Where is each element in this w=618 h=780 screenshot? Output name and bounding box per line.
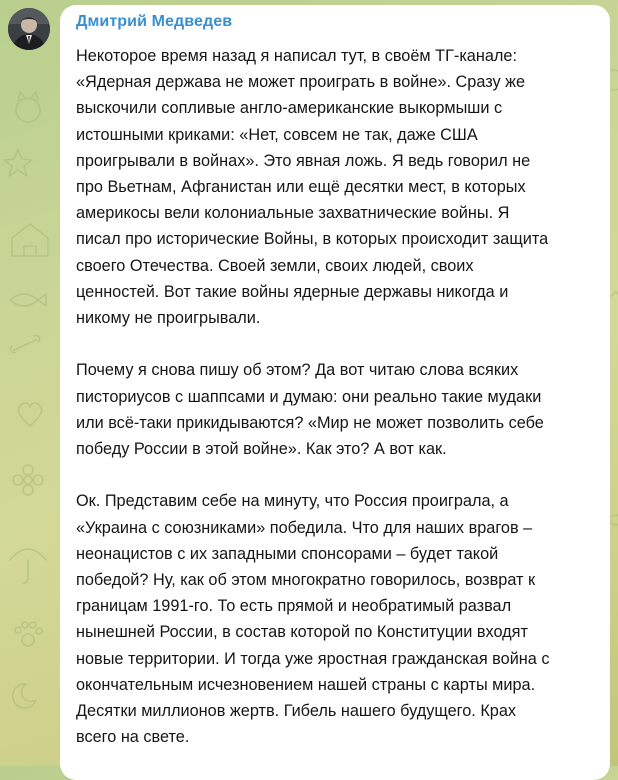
message-line: писал про исторические Войны, в которых происходит защита — [76, 230, 549, 249]
message-line: Ок. Представим себе на минуту, что Россия проиграла, а — [76, 492, 509, 511]
message-line: «Украина с союзниками» победила. Что для наших врагов – — [76, 518, 533, 537]
message-line: проигрывали в войнах». Это явная ложь. Я ведь говорил не — [76, 151, 531, 170]
message-line: америкосы вели колониальные захватнические войны. Я — [76, 204, 510, 223]
message-line: истошными криками: «Нет, совсем не так, даже США — [76, 125, 478, 144]
message-line: про Вьетнам, Афганистан или ещё десятки мест, в которых — [76, 178, 526, 197]
message-line: всего на свете. — [76, 728, 190, 747]
sender-name[interactable]: Дмитрий Медведев — [76, 13, 233, 30]
message-line: никому не проигрывали. — [76, 309, 261, 328]
message-text — [76, 43, 596, 777]
message-line: Десятки миллионов жертв. Гибель нашего будущего. Крах — [76, 702, 517, 721]
message-line: победой? Ну, как об этом многократно говорилось, возврат к — [76, 571, 536, 590]
avatar-photo-icon — [8, 8, 50, 50]
message-line: новые территории. И тогда уже яростная гражданская война с — [76, 649, 550, 668]
message-line: Некоторое время назад я написал тут, в своём ТГ-канале: — [76, 47, 517, 65]
message-line: Почему я снова пишу об этом? Да вот читаю слова всяких — [76, 361, 519, 380]
message-line: своего Отечества. Своей земли, своих людей, своих — [76, 256, 474, 275]
message-bubble[interactable] — [60, 5, 610, 780]
message-paragraph — [76, 488, 596, 750]
message-paragraph — [76, 43, 596, 331]
message-paragraph — [76, 357, 596, 462]
message-line: нынешней России, в состав которой по Конституции входят — [76, 623, 528, 642]
message-line: неонацистов с их западными спонсорами – будет такой — [76, 544, 499, 563]
message-line: границам 1991-го. То есть прямой и необратимый развал — [76, 597, 512, 616]
message-line: ценностей. Вот такие войны ядерные державы никогда и — [76, 282, 509, 301]
message-line: победу России в этой войне». Как это? А вот как. — [76, 440, 447, 459]
avatar[interactable] — [8, 8, 50, 50]
message-line: писториусов с шаппсами и думаю: они реально такие мудаки — [76, 387, 542, 406]
message-line: «Ядерная держава не может проиграть в войне». Сразу же — [76, 73, 526, 92]
message-line: или всё-таки прикидываются? «Мир не может позволить себе — [76, 413, 544, 432]
message-line: выскочили сопливые англо-американские выкормыши с — [76, 99, 503, 118]
message-line: окончательным исчезновением нашей страны с карты мира. — [76, 675, 536, 694]
